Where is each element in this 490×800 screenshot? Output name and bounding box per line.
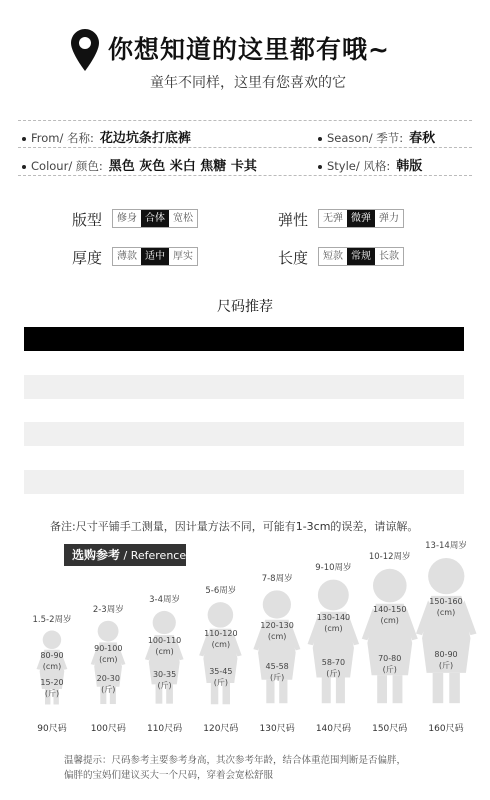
season-label: Season/ 季节:	[327, 131, 404, 145]
attribute-options	[112, 209, 198, 228]
height-unit: (cm)	[42, 661, 62, 671]
weight-unit: (斤)	[326, 669, 341, 679]
age-label: 7-8周岁	[261, 574, 293, 585]
footer-tip-line1: 温馨提示：尺码参考主要参考身高，其次参考年龄，结合体重范围判断是否偏胖，	[64, 755, 407, 766]
size-table-header	[24, 327, 464, 351]
bullet-icon	[22, 137, 26, 141]
size-table-row	[24, 422, 464, 446]
divider	[18, 147, 472, 148]
weight-range: 45-58	[265, 662, 289, 672]
attribute-option: 长款	[379, 251, 399, 262]
weight-range: 70-80	[378, 653, 402, 663]
size-label: 140尺码	[315, 724, 352, 734]
size-label: 90尺码	[37, 724, 67, 734]
height-unit: (cm)	[267, 632, 287, 642]
age-label: 10-12周岁	[368, 552, 411, 562]
size-table-row	[24, 375, 464, 399]
style-value: 韩版	[396, 159, 423, 174]
age-label: 1.5-2周岁	[32, 615, 72, 625]
height-range: 140-150	[372, 604, 407, 614]
child-silhouette-icon	[305, 577, 362, 706]
height-range: 150-160	[429, 596, 463, 606]
height-unit: (cm)	[324, 623, 343, 633]
height-range: 130-140	[316, 612, 351, 622]
bullet-icon	[318, 165, 322, 169]
attribute-option: 无弹	[323, 213, 343, 224]
measurement-note: 备注:尺寸平铺手工测量，因计量方法不同，可能有1-3cm的误差，请谅解。	[50, 520, 419, 533]
attribute-option: 合体	[141, 210, 169, 227]
bullet-icon	[318, 137, 322, 141]
reference-tag	[64, 544, 186, 566]
height-range: 100-110	[147, 636, 182, 646]
attribute-options	[318, 247, 404, 266]
weight-unit: (斤)	[157, 681, 172, 691]
weight-unit: (斤)	[44, 688, 60, 698]
size-label: 110尺码	[146, 724, 183, 734]
weight-range: 30-35	[152, 670, 177, 680]
reference-label: 选购参考	[72, 548, 121, 562]
attribute-option: 修身	[117, 213, 137, 224]
location-pin-icon	[70, 28, 100, 72]
height-range: 80-90	[40, 650, 64, 660]
weight-range: 80-90	[434, 649, 458, 659]
size-label: 130尺码	[259, 724, 295, 734]
from-label: From/ 名称:	[31, 131, 94, 145]
bullet-icon	[22, 165, 26, 169]
size-label: 120尺码	[203, 724, 239, 734]
height-unit: (cm)	[380, 615, 399, 625]
attribute-options	[112, 247, 198, 266]
colour-row	[22, 155, 257, 174]
attribute-label: 厚度	[72, 249, 103, 267]
child-silhouette-icon	[143, 609, 186, 706]
height-unit: (cm)	[99, 654, 118, 664]
weight-unit: (斤)	[438, 660, 454, 670]
child-silhouette-icon	[197, 600, 244, 706]
child-silhouette-icon	[413, 555, 480, 706]
attribute-option: 宽松	[173, 213, 193, 224]
weight-range: 58-70	[321, 658, 346, 668]
product-name: 花边坑条打底裤	[99, 131, 191, 146]
height-unit: (cm)	[436, 607, 456, 617]
height-unit: (cm)	[211, 640, 231, 650]
attribute-label: 长度	[278, 249, 309, 267]
attribute-option: 弹力	[379, 213, 399, 224]
attribute-option: 常规	[347, 248, 375, 265]
page-subtitle: 童年不同样，这里有您喜欢的它	[150, 75, 346, 91]
age-label: 13-14周岁	[425, 540, 467, 551]
footer-tip-line2: 偏胖的宝妈们建议买大一个尺码，穿着会宽松舒服	[64, 770, 274, 781]
colour-values: 黑色 灰色 米白 焦糖 卡其	[108, 159, 257, 174]
divider	[18, 120, 472, 121]
height-unit: (cm)	[155, 647, 174, 657]
season-row	[318, 127, 435, 146]
age-label: 9-10周岁	[315, 563, 352, 574]
age-label: 3-4周岁	[149, 595, 180, 606]
style-row	[318, 155, 422, 174]
weight-range: 35-45	[209, 666, 233, 676]
weight-unit: (斤)	[382, 664, 397, 674]
size-label: 150尺码	[372, 724, 408, 734]
size-section-title: 尺码推荐	[217, 299, 273, 315]
reference-label-en: / Reference	[123, 549, 187, 562]
style-label: Style/ 风格:	[327, 159, 391, 173]
child-silhouette-icon	[251, 588, 303, 706]
colour-label: Colour/ 颜色:	[31, 159, 103, 173]
age-label: 5-6周岁	[205, 585, 237, 596]
divider	[18, 175, 472, 176]
attribute-options	[318, 209, 404, 228]
weight-unit: (斤)	[101, 685, 116, 695]
child-silhouette-icon	[359, 566, 421, 706]
product-name-row	[22, 127, 191, 146]
size-table-row	[24, 470, 464, 494]
height-range: 90-100	[94, 643, 123, 653]
attribute-label: 版型	[72, 211, 103, 229]
attribute-label: 弹性	[278, 211, 309, 229]
height-range: 110-120	[204, 629, 238, 639]
height-range: 120-130	[260, 621, 294, 631]
weight-range: 20-30	[96, 674, 120, 684]
size-label: 160尺码	[428, 724, 464, 734]
attribute-option: 厚实	[173, 251, 193, 262]
page-title: 你想知道的这里都有哦~	[108, 35, 390, 64]
age-label: 2-3周岁	[92, 605, 124, 616]
season-value: 春秋	[409, 131, 436, 146]
weight-unit: (斤)	[270, 673, 285, 683]
attribute-option: 短款	[323, 251, 343, 262]
attribute-option: 适中	[141, 248, 169, 265]
size-label: 100尺码	[90, 724, 126, 734]
attribute-option: 薄款	[117, 251, 137, 262]
attribute-option: 微弹	[347, 210, 375, 227]
weight-range: 15-20	[40, 677, 64, 687]
weight-unit: (斤)	[213, 677, 228, 687]
